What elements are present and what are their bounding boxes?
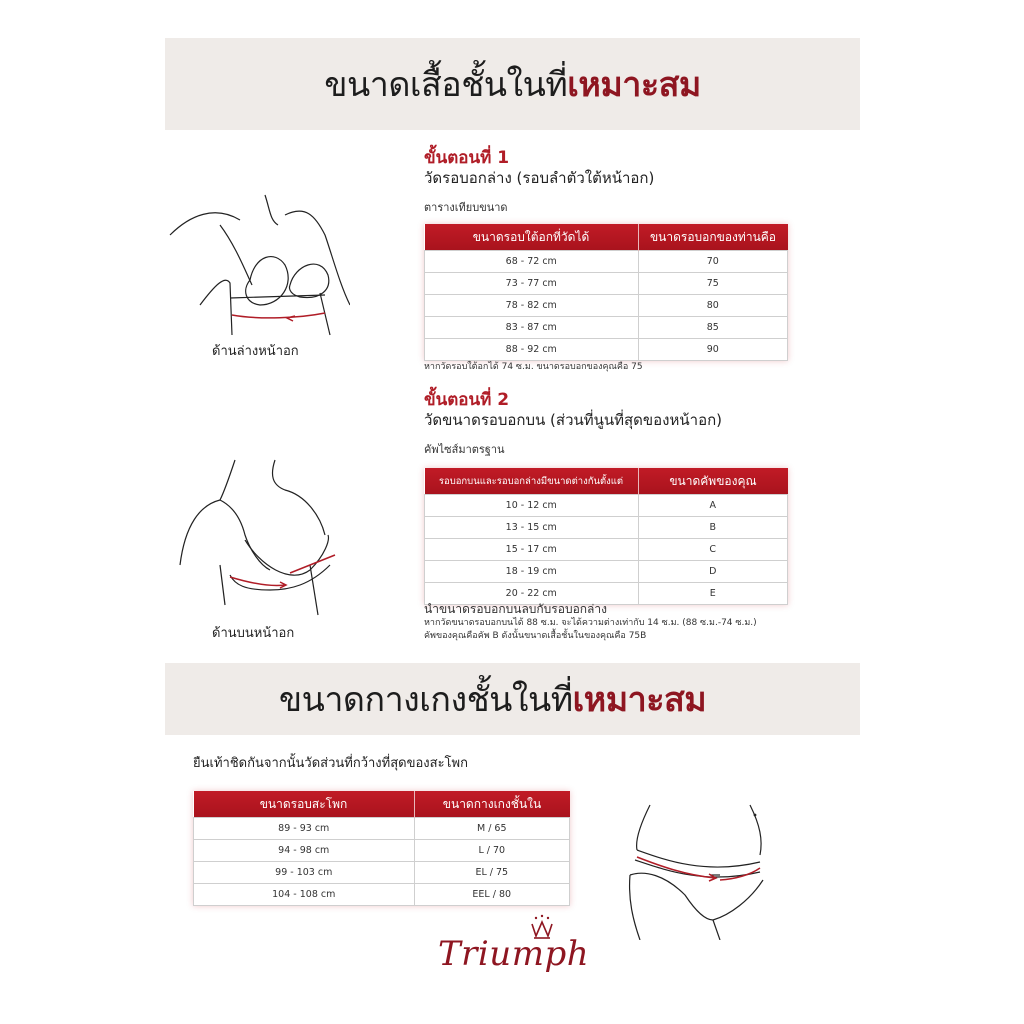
- table-cell: EEL / 80: [414, 884, 570, 906]
- table-header-row: [194, 791, 570, 818]
- overbust-illustration-icon: [160, 455, 350, 620]
- step2-label: ขั้นตอนที่ 2: [424, 390, 510, 410]
- table-cell: D: [638, 561, 788, 583]
- table-cell: L / 70: [414, 840, 570, 862]
- table-cell: 15 - 17 cm: [425, 539, 639, 561]
- table-cell: 20 - 22 cm: [425, 583, 639, 605]
- table-header-row: [425, 468, 788, 495]
- brand-name: Triumph: [438, 934, 590, 974]
- step2-notes: [424, 602, 757, 643]
- table-cell: 80: [638, 295, 788, 317]
- table-cell: 99 - 103 cm: [194, 862, 415, 884]
- table-row: [425, 273, 788, 295]
- table-row: [425, 539, 788, 561]
- step1-header: [424, 148, 654, 216]
- table-cell: 78 - 82 cm: [425, 295, 639, 317]
- step1-note: หากวัดรอบใต้อกได้ 74 ซ.ม. ขนาดรอบอกของคุณคือ 75: [424, 362, 643, 372]
- step2-note-line1: หากวัดขนาดรอบอกบนได้ 88 ซ.ม. จะได้ความต่างเท่ากับ 14 ซ.ม. (88 ซ.ม.-74 ซ.ม.): [424, 618, 757, 628]
- step2-note-line2: คัพของคุณคือคัพ B ดังนั้นขนาดเสื้อชั้นในของคุณคือ 75B: [424, 631, 647, 641]
- table-row: [425, 561, 788, 583]
- triumph-logo: [432, 910, 592, 990]
- overbust-caption: ด้านบนหน้าอก: [212, 626, 295, 641]
- bra-size-banner: [165, 38, 860, 130]
- step2-note-title: นำขนาดรอบอกบนลบกับรอบอกล่าง: [424, 602, 607, 616]
- hip-illustration-icon: [625, 800, 775, 940]
- table-cell: 13 - 15 cm: [425, 517, 639, 539]
- column-header: ขนาดกางเกงชั้นใน: [414, 791, 570, 818]
- step1-label: ขั้นตอนที่ 1: [424, 148, 510, 168]
- table-row: [194, 818, 570, 840]
- column-header: ขนาดคัพของคุณ: [638, 468, 788, 495]
- step2-table-caption: คัพไซส์มาตรฐาน: [424, 443, 505, 456]
- step1-table-caption: ตารางเทียบขนาด: [424, 201, 508, 214]
- table-cell: 94 - 98 cm: [194, 840, 415, 862]
- table-cell: 10 - 12 cm: [425, 495, 639, 517]
- table-row: [194, 884, 570, 906]
- cup-size-table: [424, 468, 788, 605]
- hip-size-table: [193, 791, 570, 906]
- column-header: ขนาดรอบใต้อกที่วัดได้: [425, 224, 639, 251]
- table-row: [194, 862, 570, 884]
- table-row: [425, 339, 788, 361]
- table-cell: 73 - 77 cm: [425, 273, 639, 295]
- table-header-row: [425, 224, 788, 251]
- step1-description: วัดรอบอกล่าง (รอบลำตัวใต้หน้าอก): [424, 169, 655, 187]
- panty-size-banner: [165, 663, 860, 735]
- bra-size-title: [324, 57, 701, 111]
- underbust-illustration-icon: [160, 175, 350, 340]
- table-cell: EL / 75: [414, 862, 570, 884]
- table-cell: 18 - 19 cm: [425, 561, 639, 583]
- panty-size-title: [279, 672, 706, 726]
- table-cell: 70: [638, 251, 788, 273]
- table-cell: E: [638, 583, 788, 605]
- table-cell: 88 - 92 cm: [425, 339, 639, 361]
- bra-title-accent: เหมาะสม: [567, 65, 701, 105]
- panty-instruction: ยืนเท้าชิดกันจากนั้นวัดส่วนที่กว้างที่สุดของสะโพก: [193, 756, 468, 771]
- panty-title-accent: เหมาะสม: [572, 680, 707, 720]
- table-row: [425, 495, 788, 517]
- column-header: ขนาดรอบสะโพก: [194, 791, 415, 818]
- table-cell: 85: [638, 317, 788, 339]
- table-cell: C: [638, 539, 788, 561]
- column-header: ขนาดรอบอกของท่านคือ: [638, 224, 788, 251]
- table-cell: 68 - 72 cm: [425, 251, 639, 273]
- step2-description: วัดขนาดรอบอกบน (ส่วนที่นูนที่สุดของหน้าอก): [424, 411, 723, 429]
- table-row: [425, 517, 788, 539]
- table-cell: 75: [638, 273, 788, 295]
- table-cell: A: [638, 495, 788, 517]
- underbust-table: [424, 224, 788, 361]
- table-cell: 89 - 93 cm: [194, 818, 415, 840]
- table-cell: 90: [638, 339, 788, 361]
- table-row: [425, 251, 788, 273]
- underbust-caption: ด้านล่างหน้าอก: [212, 344, 299, 359]
- table-cell: 104 - 108 cm: [194, 884, 415, 906]
- step2-header: [424, 390, 722, 458]
- table-row: [194, 840, 570, 862]
- table-row: [425, 317, 788, 339]
- column-header: รอบอกบนและรอบอกล่างมีขนาดต่างกันตั้งแต่: [425, 468, 639, 495]
- table-row: [425, 295, 788, 317]
- table-cell: 83 - 87 cm: [425, 317, 639, 339]
- panty-title-plain: ขนาดกางเกงชั้นในที่: [278, 680, 573, 720]
- bra-title-plain: ขนาดเสื้อชั้นในที่: [324, 65, 568, 105]
- table-cell: M / 65: [414, 818, 570, 840]
- table-cell: B: [638, 517, 788, 539]
